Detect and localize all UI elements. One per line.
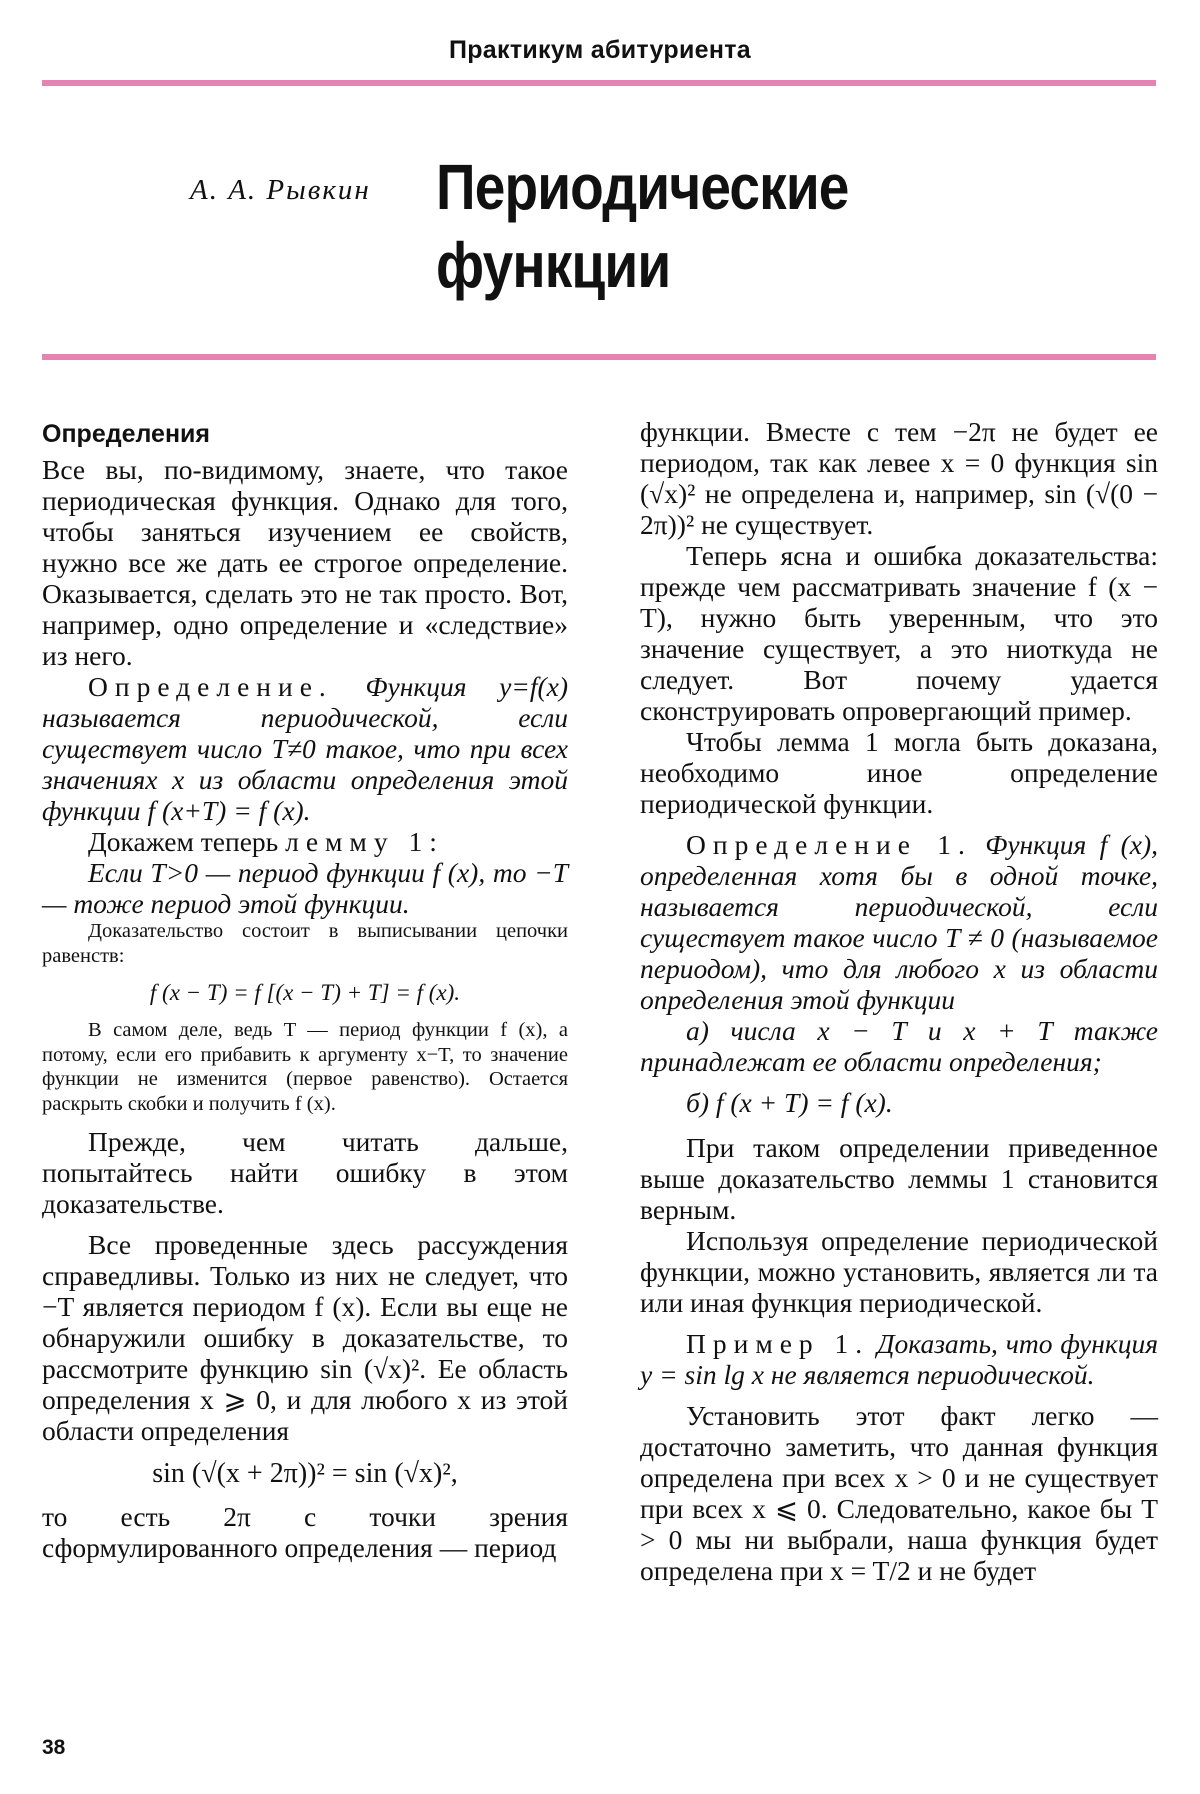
paragraph: Теперь ясна и ошибка доказательства: прежде чем рассматривать значение f (x − T), нужно быть уверенным, что это значение существует, а это ниоткуда не следует. Вот почему удается сконструировать опровергающий пример. [640,540,1158,726]
paragraph: Все вы, по-видимому, знаете, что такое периодическая функция. Однако для того, чтобы заняться изучением ее свойств, нужно все же дать ее строгое определение. Оказывается, сделать это не так просто. Вот, например, одно определение и «следствие» из него. [42,454,568,671]
title-divider [42,354,1156,360]
lemma-label: лемму 1: [285,826,444,857]
example-label: Пример 1. [686,1328,870,1359]
proof-intro: Доказательство состоит в выписывании цепочки равенств: [42,920,568,967]
subheading: Определения [42,420,211,448]
definition [42,671,568,826]
left-column [42,416,568,1563]
condition-b: б) f (x + T) = f (x). [686,1087,893,1118]
example-1 [640,1328,1158,1390]
paragraph: Все проведенные здесь рассуждения справедливы. Только из них не следует, что −T является периодом f (x). Если вы еще не обнаружили ошибку в доказательстве, то рассмотрите функцию sin (√x)². Ее область определения x ⩾ 0, и для любого x из этой области определения [42,1229,568,1446]
definition-1 [640,829,1158,1015]
proof-formula: f (x − T) = f [(x − T) + T] = f (x). [149,980,461,1005]
lemma-statement: Если T>0 — период функции f (x), то −T — тоже период этой функции. [42,857,568,919]
formula-sin: sin (√(x + 2π))² = sin (√x)², [152,1458,458,1489]
definition-1-label: Определение 1. [686,829,972,860]
section-header: Практикум абитуриента [448,36,752,64]
paragraph: При таком определении приведенное выше доказательство леммы 1 становится верным. [640,1132,1158,1225]
paragraph: Установить этот факт легко — достаточно заметить, что данная функция определена при всех x > 0 и не существует при всех x ⩽ 0. Следовательно, какое бы T > 0 мы ни выбрали, наша функция будет определена при x = T/2 и не будет [640,1400,1158,1586]
paragraph: функции. Вместе с тем −2π не будет ее периодом, так как левее x = 0 функция sin (√x)² не определена и, например, sin (√(0 − 2π))² не существует. [640,416,1158,540]
definition-1-text: Функция f (x), определенная хотя бы в одной точке, называется периодической, если существует такое число T ≠ 0 (называемое периодом), что для любого x из области определения этой функции [640,829,1159,1015]
proof-text: В самом деле, ведь T — период функции f (x), а потому, если его прибавить к аргументу x−T, то значение функции не изменится (первое равенство). Остается раскрыть скобки и получить f (x). [42,1019,568,1115]
page-number: 38 [42,1736,66,1759]
paragraph: Чтобы лемма 1 могла быть доказана, необходимо иное определение периодической функции. [640,726,1158,819]
condition-a: а) числа x − T и x + T также принадлежат ее области определения; [640,1015,1158,1077]
paragraph: Используя определение периодической функции, можно установить, является ли та или иная функция периодической. [640,1225,1158,1318]
title-line-2: функции [436,229,671,301]
definition-text: Функция y=f(x) называется периодической, если существует число T≠0 такое, что при всех значениях x из области определения этой функции f (x+T) = f (x). [42,671,568,826]
paragraph: то есть 2π с точки зрения сформулированного определения — период [42,1501,568,1563]
lemma-intro: Докажем теперь лемму 1: [88,826,444,857]
title-line-1: Периодические [436,151,849,223]
right-column [640,416,1158,1586]
paragraph: Прежде, чем читать дальше, попытайтесь найти ошибку в этом доказательстве. [42,1126,568,1219]
article-title [436,148,849,304]
author: А. А. Рывкин [190,174,371,206]
example-text: Доказать, что функция y = sin lg x не является периодической. [640,1328,1158,1390]
definition-label: Определение. [88,671,333,702]
top-divider [42,80,1156,86]
